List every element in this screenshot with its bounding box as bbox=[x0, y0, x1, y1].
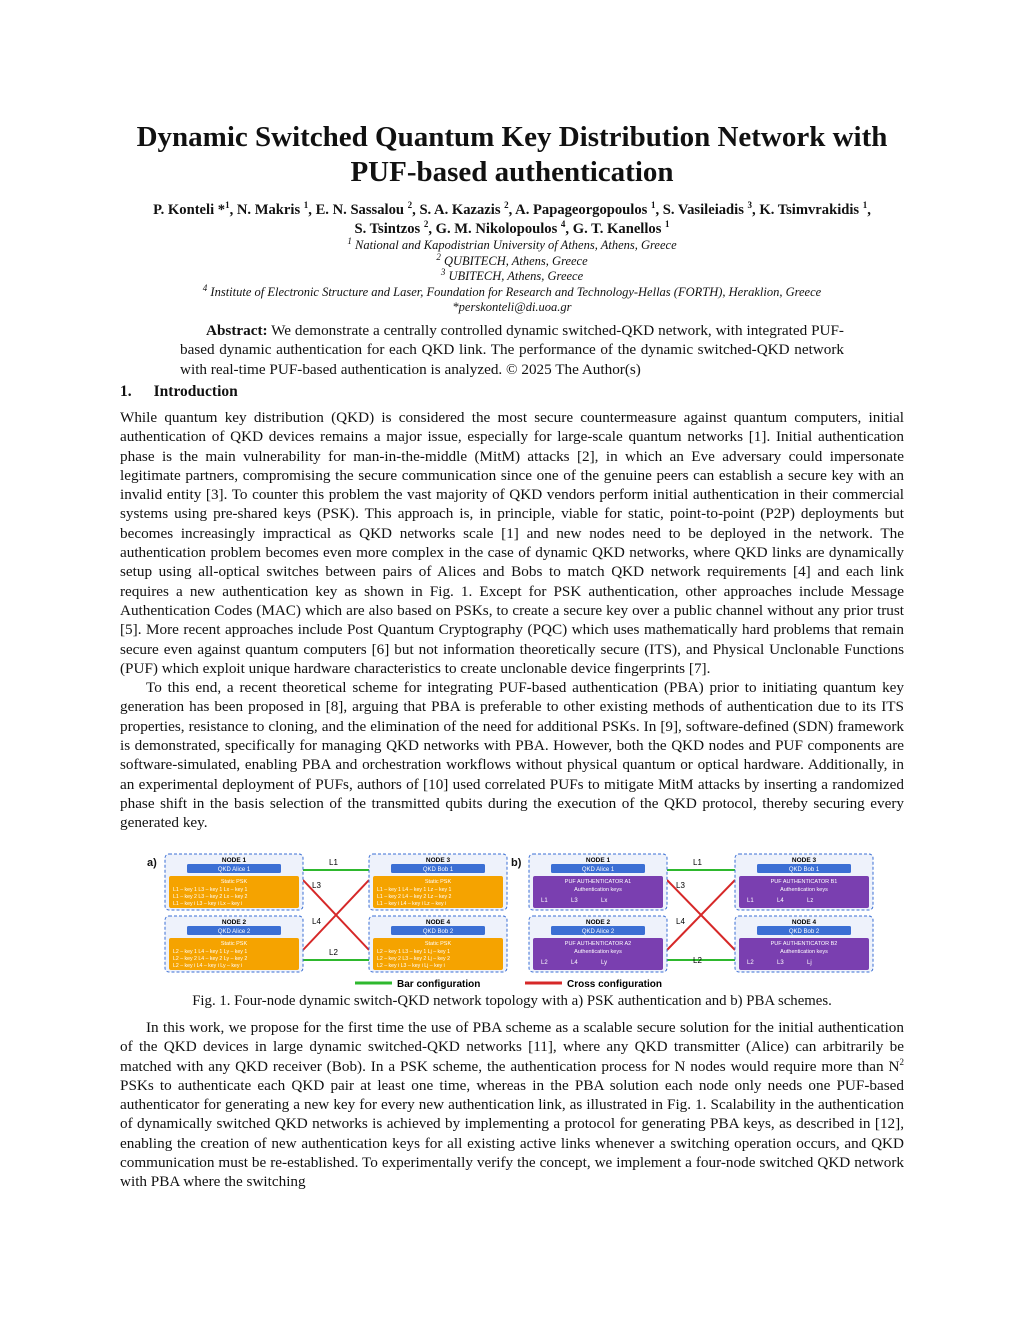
paragraph bbox=[120, 1018, 904, 1192]
psk-key-row: L1 – key 1 L3 – key 1 Lx – key 1 bbox=[173, 887, 248, 893]
affiliation-text: Institute of Electronic Structure and Laser, Foundation for Research and Technology-Hellas (FORTH), Heraklion, Greece bbox=[210, 284, 822, 299]
node-3-pba bbox=[735, 854, 873, 910]
legend-cross-label: Cross configuration bbox=[567, 979, 663, 990]
link-label: L1 bbox=[693, 858, 702, 867]
auth-key-link: L1 bbox=[747, 898, 754, 904]
author-name: , S. Tsintzos bbox=[354, 202, 871, 237]
node-4-psk bbox=[369, 916, 507, 972]
qkd-device-label: QKD Bob 1 bbox=[788, 867, 820, 873]
node-title: NODE 3 bbox=[425, 857, 451, 864]
author-name: P. Konteli * bbox=[153, 202, 226, 218]
auth-key-link: Ly bbox=[601, 960, 608, 966]
abstract-label: Abstract: bbox=[206, 322, 268, 339]
author-affiliation-mark: 2 bbox=[407, 200, 413, 211]
superscript: 2 bbox=[899, 1056, 904, 1067]
node-title: NODE 1 bbox=[221, 857, 247, 864]
psk-key-row: L1 – key i L3 – key i Lx – key i bbox=[173, 901, 243, 907]
auth-key-link: Lj bbox=[807, 960, 812, 966]
author-name: , S. Vasileiadis bbox=[655, 202, 748, 218]
auth-key-link: Lx bbox=[601, 898, 608, 904]
psk-key-row: L2 – key 1 L4 – key 1 Ly – key 1 bbox=[173, 949, 248, 955]
section-title: Introduction bbox=[153, 383, 238, 400]
psk-label: Static PSK bbox=[220, 879, 248, 885]
node-3-psk bbox=[369, 854, 507, 910]
author-name: , S. A. Kazazis bbox=[412, 202, 505, 218]
panel-a-label: a) bbox=[147, 857, 157, 869]
affiliation-number: 1 bbox=[347, 235, 352, 246]
auth-key-link: L2 bbox=[541, 960, 548, 966]
author-affiliation-mark: 1 bbox=[862, 200, 868, 211]
node-2-psk bbox=[165, 916, 303, 972]
node-title: NODE 4 bbox=[791, 919, 817, 926]
node-1-psk bbox=[165, 854, 303, 910]
psk-key-row: L2 – key i L4 – key i Ly – key i bbox=[173, 963, 243, 969]
abstract bbox=[180, 321, 844, 379]
psk-key-row: L1 – key i L4 – key i Lz – key i bbox=[377, 901, 447, 907]
paragraph-text: In this work, we propose for the first time the use of PBA scheme as a scalable secure solution for the initial authentication of the QKD devices in large dynamic switched-QKD networks [11], where any QKD transmitter (Alice) can arbitrarily be matched with any QKD receiver (Bob). In a PSK scheme, the authentication process for N nodes would require more than N bbox=[120, 1019, 904, 1075]
node-4-pba bbox=[735, 916, 873, 972]
intro-body bbox=[120, 408, 904, 833]
node-title: NODE 1 bbox=[585, 857, 611, 864]
panel-b-label: b) bbox=[511, 857, 522, 869]
author-name: , A. Papageorgopoulos bbox=[508, 202, 651, 218]
link-label: L3 bbox=[676, 881, 685, 890]
node-title: NODE 2 bbox=[585, 919, 611, 926]
qkd-device-label: QKD Alice 1 bbox=[217, 867, 251, 873]
psk-key-row: L1 – key 1 L4 – key 1 Lz – key 1 bbox=[377, 887, 452, 893]
auth-key-link: Lz bbox=[807, 898, 814, 904]
psk-key-row: L2 – key i L3 – key i Lj – key i bbox=[377, 963, 445, 969]
corresponding-email: *perskonteli@di.uoa.gr bbox=[452, 300, 572, 314]
node-1-pba bbox=[529, 854, 667, 910]
qkd-device-label: QKD Bob 1 bbox=[422, 867, 454, 873]
auth-key-link: L4 bbox=[571, 960, 578, 966]
affiliation-line bbox=[120, 282, 904, 301]
affiliation-number: 4 bbox=[202, 282, 208, 293]
node-title: NODE 2 bbox=[221, 919, 247, 926]
node-title: NODE 3 bbox=[791, 857, 817, 864]
psk-label: Static PSK bbox=[424, 941, 452, 947]
paragraph: To this end, a recent theoretical scheme for integrating PUF-based authentication (PBA) prior to initiating quantum key generation has been proposed in [8], arguing that PBA is preferable to other existing methods of authentication due to its ITS properties, resistance to cloning, and the elimination of the need for additional PSKs. In [9], software-defined (SDN) framework is demonstrated, specifically for managing QKD networks with PBA. However, both the QKD nodes and PUF components are software-simulated, enabling PBA and orchestration workflows without physical quantum or optical hardware. Additionally, in an experimental deployment of PUFs, authors of [10] used correlated PUFs to mitigate MitM attacks by inserting a randomized phase shift in the basis selection of the transmitted qubits during the execution of the QKD protocol, thereby securing every generated key. bbox=[120, 679, 904, 832]
auth-key-link: L3 bbox=[571, 898, 578, 904]
link-label: L1 bbox=[329, 858, 338, 867]
node-2-pba bbox=[529, 916, 667, 972]
link-label: L2 bbox=[329, 948, 338, 957]
section-heading bbox=[120, 383, 238, 401]
affiliation-line bbox=[120, 266, 904, 285]
author-list bbox=[150, 201, 874, 239]
author-name: , E. N. Sassalou bbox=[308, 202, 408, 218]
qkd-device-label: QKD Bob 2 bbox=[422, 929, 454, 935]
auth-keys-label: Authentication keys bbox=[780, 949, 828, 955]
figure-1 bbox=[147, 852, 877, 992]
auth-keys-label: Authentication keys bbox=[574, 887, 622, 893]
auth-key-link: L2 bbox=[747, 960, 754, 966]
auth-key-link: L3 bbox=[777, 960, 784, 966]
affiliation-text: QUBITECH, Athens, Greece bbox=[443, 253, 588, 268]
auth-key-link: L1 bbox=[541, 898, 548, 904]
auth-keys-label: Authentication keys bbox=[780, 887, 828, 893]
link-label: L4 bbox=[312, 917, 321, 926]
author-affiliation-mark: 4 bbox=[560, 219, 566, 230]
psk-label: Static PSK bbox=[424, 879, 452, 885]
author-affiliation-mark: 1 bbox=[650, 200, 656, 211]
psk-label: Static PSK bbox=[220, 941, 248, 947]
qkd-device-label: QKD Alice 2 bbox=[581, 929, 615, 935]
affiliations bbox=[120, 235, 904, 316]
link-label: L3 bbox=[312, 881, 321, 890]
puf-authenticator-label: PUF AUTHENTICATOR B2 bbox=[770, 941, 838, 947]
auth-keys-label: Authentication keys bbox=[574, 949, 622, 955]
affiliation-text: UBITECH, Athens, Greece bbox=[448, 269, 584, 283]
legend-bar-label: Bar configuration bbox=[397, 979, 481, 990]
author-name: , N. Makris bbox=[229, 202, 304, 218]
qkd-device-label: QKD Bob 2 bbox=[788, 929, 820, 935]
author-affiliation-mark: 1 bbox=[665, 219, 670, 230]
author-affiliation-mark: 1 bbox=[303, 200, 309, 211]
author-affiliation-mark: 2 bbox=[423, 219, 429, 230]
puf-authenticator-label: PUF AUTHENTICATOR B1 bbox=[770, 879, 838, 885]
auth-key-link: L4 bbox=[777, 898, 784, 904]
affiliation-number: 3 bbox=[440, 266, 446, 277]
author-name: , G. M. Nikolopoulos bbox=[428, 221, 561, 237]
author-affiliation-mark: 2 bbox=[504, 200, 509, 211]
qkd-device-label: QKD Alice 1 bbox=[581, 867, 615, 873]
puf-authenticator-label: PUF AUTHENTICATOR A1 bbox=[564, 879, 632, 885]
intro-body-continued bbox=[120, 1018, 904, 1192]
psk-key-row: L1 – key 2 L4 – key 2 Lz – key 2 bbox=[377, 894, 452, 900]
qkd-device-label: QKD Alice 2 bbox=[217, 929, 251, 935]
paragraph: While quantum key distribution (QKD) is considered the most secure countermeasure against quantum computers, initial authentication of QKD devices remains a major issue, especially for large-scale quantum networks [1]. Initial authentication phase is the main vulnerability for man-in-the-middle (MitM) attacks [2], in which an Eve adversary could impersonate legitimate partners, compromising the secure communication since one of the genuine peers can establish a secure key with an invalid entity [3]. To counter this problem the vast majority of QKD vendors perform initial authentication in their commercial systems using pre-shared keys (PSK). This approach is, in principle, viable for static, point-to-point (P2P) deployments but becomes increasingly impractical as QKD networks scale [1] and new nodes need to be deployed in the network. The authentication problem becomes even more complex in the case of dynamic QKD networks, where QKD links are dynamically setup using all-optical switches between pairs of Alices and Bobs to match QKD network requirements [4] and each link requires a new authentication key as shown in Fig. 1. Except for PSK authentication, other approaches include Message Authentication Codes (MAC) which are also based on PSKs, to create a secure key over a public channel without any prior trust [5]. More recent approaches include Post Quantum Cryptography (PQC) which uses mathematically hard problems that remain secure even against quantum computers [6] but not information theoretically secure (ITS), and Physical Unclonable Functions (PUF) which exploit unique hardware characteristics to create unclonable device fingerprints [7]. bbox=[120, 409, 904, 677]
author-name: , G. T. Kanellos bbox=[565, 221, 666, 237]
link-label: L2 bbox=[693, 956, 702, 965]
author-name: , K. Tsimvrakidis bbox=[752, 202, 863, 218]
abstract-text: We demonstrate a centrally controlled dynamic switched-QKD network, with integrated PUF-based dynamic authentication for each QKD link. The performance of the dynamic switched-QKD network with real-time PUF-based authentication is analyzed. © 2025 The Author(s) bbox=[180, 322, 844, 378]
psk-key-row: L2 – key 1 L3 – key 1 Lj – key 1 bbox=[377, 949, 450, 955]
author-affiliation-mark: 1 bbox=[225, 200, 230, 211]
node-title: NODE 4 bbox=[425, 919, 451, 926]
psk-key-row: L1 – key 2 L3 – key 2 Lx – key 2 bbox=[173, 894, 248, 900]
psk-key-row: L2 – key 2 L3 – key 2 Lj – key 2 bbox=[377, 956, 450, 962]
paragraph-text: PSKs to authenticate each QKD pair at least one time, whereas in the PBA solution each node only needs one PUF-based authenticator for generating a new key for every new authentication link, as illustrated in Fig. 1. Scalability in the authentication of dynamically switched QKD networks is achieved by implementing a protocol for generating PBA keys, as described in [12], enabling the creation of new authentication keys for all existing active links whenever a switching operation occurs, and QKD communication must be re-established. To experimentally verify the concept, we implement a four-node switched QKD network with PBA where the switching bbox=[120, 1076, 904, 1191]
puf-authenticator-label: PUF AUTHENTICATOR A2 bbox=[564, 941, 632, 947]
affiliation-line bbox=[120, 235, 904, 254]
affiliation-text: National and Kapodistrian University of Athens, Athens, Greece bbox=[355, 238, 677, 252]
section-number: 1. bbox=[120, 383, 132, 400]
affiliation-number: 2 bbox=[436, 251, 441, 262]
affiliation-line bbox=[120, 251, 904, 270]
figure-caption: Fig. 1. Four-node dynamic switch-QKD network topology with a) PSK authentication and b) PBA schemes. bbox=[192, 993, 832, 1009]
paper-title: Dynamic Switched Quantum Key Distribution Network with PUF-based authentication bbox=[136, 121, 888, 188]
author-affiliation-mark: 3 bbox=[747, 200, 753, 211]
psk-key-row: L2 – key 2 L4 – key 2 Ly – key 2 bbox=[173, 956, 248, 962]
link-label: L4 bbox=[676, 917, 685, 926]
